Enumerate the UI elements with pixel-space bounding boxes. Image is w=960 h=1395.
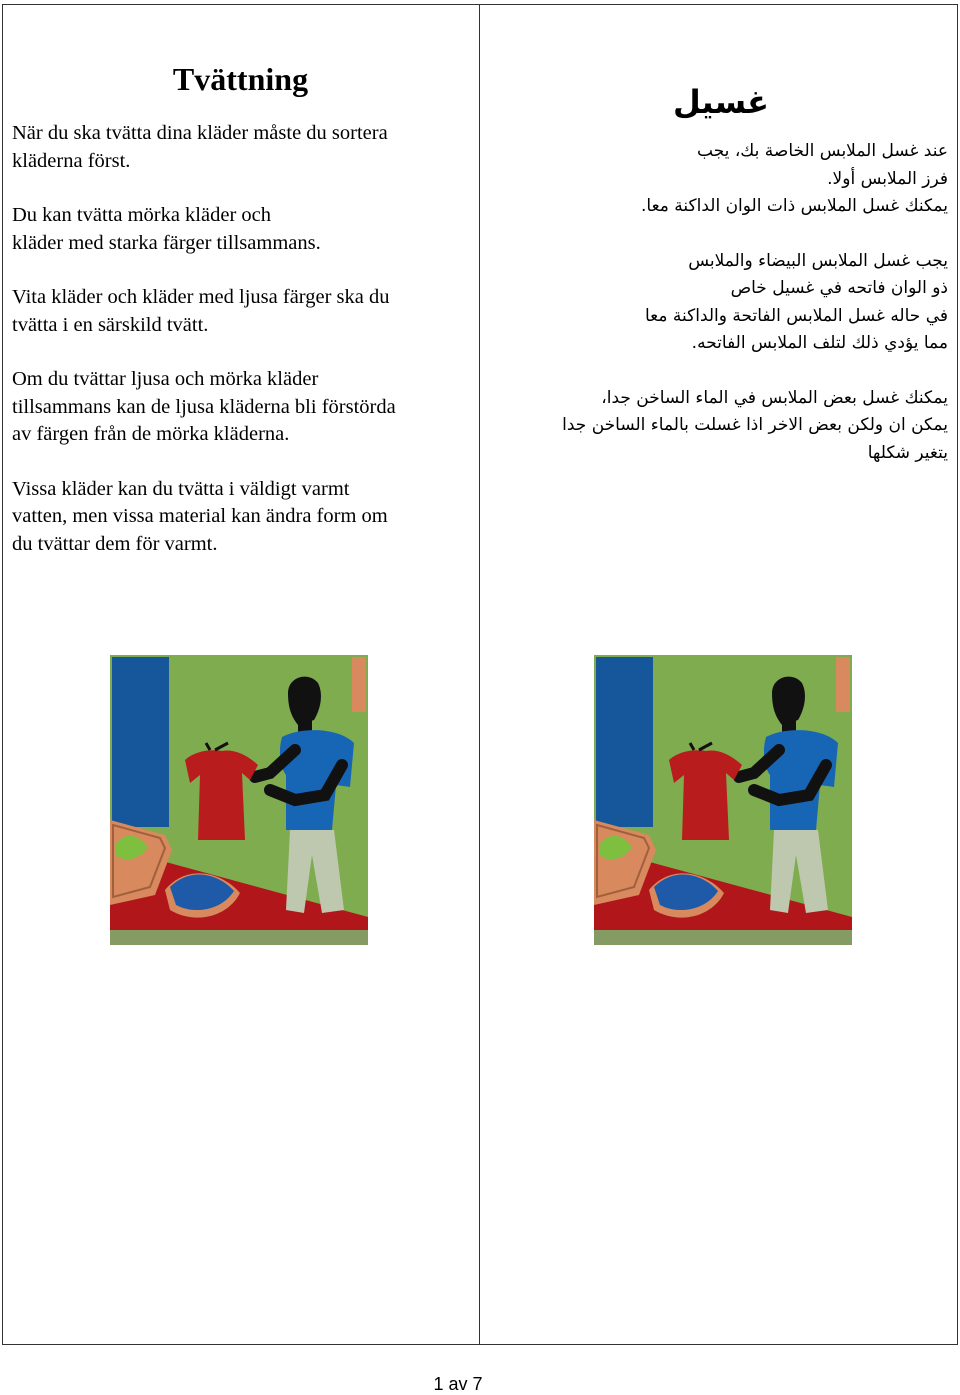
text-line: kläderna först. [12,149,131,172]
text-line: يجب غسل الملابس البيضاء والملابس [688,250,948,271]
laundry-illustration [594,655,852,945]
text-line: vatten, men vissa material kan ändra form om [12,505,388,527]
swedish-paragraph-3 [12,284,469,339]
text-line: في حاله غسل الملابس الفاتحة والداكنة معا [645,305,948,326]
text-line: Vita kläder och kläder med ljusa färger ska du [12,286,390,308]
text-line: مما يؤدي ذلك لتلف الملابس الفاتحه. [691,333,948,353]
text-line: يتغير شكلها [867,442,948,463]
text-line: ذو الوان فاتحه في غسيل خاص [730,278,948,298]
swedish-title: Tvättning [172,61,309,97]
text-line: يمكنك غسل بعض الملابس في الماء الساخن جدا، [601,387,948,408]
text-line: فرز الملابس أولا. [827,168,948,189]
text-line: När du ska tvätta dina kläder måste du sortera [12,122,388,144]
swedish-paragraph-5 [12,476,469,559]
text-line: عند غسل الملابس الخاصة بك، يجب [697,141,948,161]
arabic-title: غسيل [672,83,770,121]
text-line: tvätta i en särskild tvätt. [12,313,209,336]
text-line: av färgen från de mörka kläderna. [12,423,290,445]
text-line: kläder med starka färger tillsammans. [12,231,321,254]
text-line: يمكنك غسل الملابس ذات الوان الداكنة معا. [640,196,948,216]
text-line: Du kan tvätta mörka kläder och [12,204,272,226]
arabic-paragraph-3 [494,385,948,468]
text-line: Om du tvättar ljusa och mörka kläder [12,368,319,390]
text-line: Vissa kläder kan du tvätta i väldigt varmt [12,477,350,500]
page-number: 1 av 7 [433,1374,483,1394]
arabic-column [480,4,958,494]
swedish-paragraph-2 [12,202,469,257]
arabic-paragraph-1 [494,138,948,221]
text-line: يمكن ان ولكن بعض الاخر اذا غسلت بالماء الساخن جدا [562,415,948,435]
arabic-paragraph-2 [494,248,948,358]
text-line: du tvättar dem för varmt. [12,532,218,555]
laundry-illustration [110,655,368,945]
text-line: tillsammans kan de ljusa kläderna bli förstörda [12,395,396,418]
swedish-paragraph-1 [12,120,469,175]
swedish-paragraph-4 [12,366,469,449]
swedish-column [2,4,479,585]
